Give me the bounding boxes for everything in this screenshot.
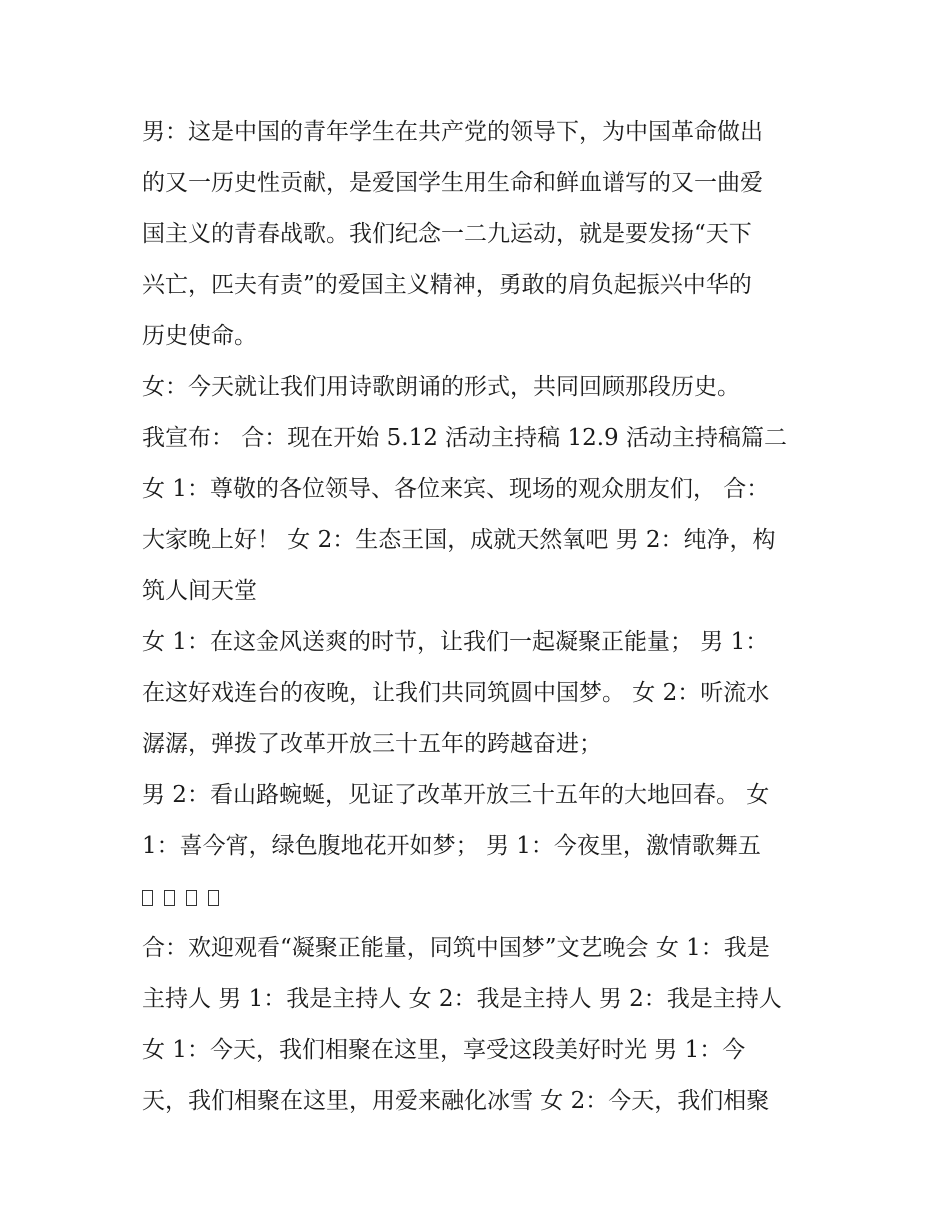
text-line: 兴亡，匹夫有责”的爱国主义精神，勇敢的肩负起振兴中华的 [142,272,752,298]
text-line: 1：喜今宵，绿色腹地花开如梦； 男 1：今夜里，激情歌舞五 [142,833,761,859]
document-body [142,107,822,1127]
text-line: 女 1：在这金风送爽的时节，让我们一起凝聚正能量； 男 1： [142,629,769,655]
text-line: 男：这是中国的青年学生在共产党的领导下，为中国革命做出 [142,119,763,145]
text-line: 大家晚上好！ 女 2：生态王国，成就天然氧吧 男 2：纯净，构 [142,527,776,553]
text-line: 女 1：今天，我们相聚在这里，享受这段美好时光 男 1：今 [142,1037,746,1063]
text-line: 历史使命。 [142,323,257,349]
text-line: 筑人间天堂 [142,578,257,604]
missing-glyph-icon [164,890,175,906]
text-line: 天，我们相聚在这里，用爱来融化冰雪 女 2：今天，我们相聚 [142,1088,770,1114]
text-line: 的又一历史性贡献，是爱国学生用生命和鲜血谱写的又一曲爱 [142,170,763,196]
text-line: 男 2：看山路蜿蜒，见证了改革开放三十五年的大地回春。 女 [142,782,770,808]
missing-glyph-icon [186,890,197,906]
text-line: 国主义的青春战歌。我们纪念一二九运动，就是要发扬“天下 [142,221,752,247]
missing-glyph-icon [142,890,153,906]
text-line: 女 1：尊敬的各位领导、各位来宾、现场的观众朋友们， 合： [142,476,770,502]
text-line: 主持人 男 1：我是主持人 女 2：我是主持人 男 2：我是主持人 [142,986,782,1012]
text-line: 我宣布： 合：现在开始 5.12 活动主持稿 12.9 活动主持稿篇二 [142,425,787,451]
missing-glyph-row [142,872,822,923]
missing-glyph-icon [208,890,219,906]
text-line: 女：今天就让我们用诗歌朗诵的形式，共同回顾那段历史。 [142,374,740,400]
text-line: 在这好戏连台的夜晚，让我们共同筑圆中国梦。 女 2：听流水 [142,680,770,706]
text-line: 潺潺，弹拨了改革开放三十五年的跨越奋进； [142,731,602,757]
text-line: 合：欢迎观看“凝聚正能量，同筑中国梦”文艺晚会 女 1：我是 [142,935,770,961]
